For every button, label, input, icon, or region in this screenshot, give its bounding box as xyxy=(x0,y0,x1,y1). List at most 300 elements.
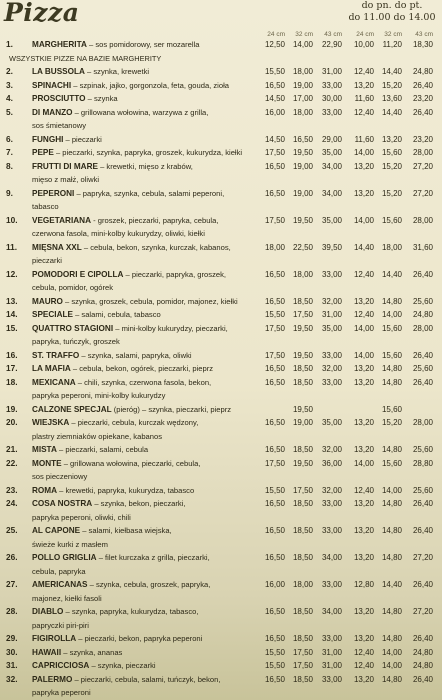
item-name: FRUTTI DI MARE xyxy=(32,161,98,171)
item-price: 23,20 xyxy=(412,94,433,103)
item-price: 16,50 xyxy=(264,161,285,171)
item-description xyxy=(32,416,260,430)
item-price: 33,00 xyxy=(321,107,342,117)
menu-item-row xyxy=(0,322,442,336)
item-ingredients: – cebula, bekon, szynka, kurczak, kabanos, xyxy=(81,242,231,252)
menu-item-row xyxy=(0,133,442,147)
menu-item-row xyxy=(0,38,442,52)
item-description xyxy=(32,551,260,565)
item-price: 12,40 xyxy=(353,661,374,670)
item-price: 26,40 xyxy=(412,269,433,279)
size-label: 24 cm xyxy=(356,31,374,38)
item-price: 15,20 xyxy=(381,80,402,90)
section-heading-row xyxy=(0,52,442,66)
item-price: 13,20 xyxy=(353,80,374,90)
item-description xyxy=(32,349,260,363)
item-price: 15,50 xyxy=(264,310,285,319)
item-price: 19,00 xyxy=(292,80,313,90)
item-price: 14,00 xyxy=(353,458,374,468)
item-price: 35,00 xyxy=(321,418,342,427)
item-price: 13,20 xyxy=(353,418,374,427)
menu-item-row xyxy=(0,92,442,106)
item-price: 28,00 xyxy=(412,418,433,427)
item-price: 11,20 xyxy=(382,40,402,49)
item-price: 14,00 xyxy=(353,148,374,157)
item-price: 25,60 xyxy=(412,485,433,495)
item-price: 19,50 xyxy=(292,215,313,225)
item-number: 7. xyxy=(6,147,13,157)
item-price: 14,80 xyxy=(381,364,402,373)
size-label: 43 cm xyxy=(415,31,433,38)
item-price: 17,50 xyxy=(292,647,313,657)
menu-item-continuation xyxy=(0,335,442,349)
item-ingredients: – grillowana wołowina, warzywa z grilla, xyxy=(72,107,209,117)
item-price: 26,40 xyxy=(412,634,433,643)
item-name: FIGIROLLA xyxy=(32,634,77,643)
item-price: 27,20 xyxy=(412,607,433,616)
item-price: 14,40 xyxy=(353,242,374,252)
menu-item-continuation xyxy=(0,592,442,606)
item-description xyxy=(32,160,260,174)
item-ingredients: – chili, szynka, czerwona fasola, bekon, xyxy=(75,377,212,387)
item-name: SPECIALE xyxy=(32,310,73,319)
item-ingredients: – szynka, cebula, groszek, papryka, xyxy=(87,580,211,589)
item-price: 14,00 xyxy=(381,310,402,319)
item-price: 19,50 xyxy=(292,404,313,414)
item-price: 13,20 xyxy=(353,526,374,535)
item-name: QUATTRO STAGIONI xyxy=(32,323,114,333)
item-price: 13,20 xyxy=(353,499,374,508)
item-price: 14,80 xyxy=(381,377,402,387)
item-name: POMODORI E CIPOLLA xyxy=(32,269,124,279)
item-price: 24,80 xyxy=(412,661,433,670)
item-price: 28,00 xyxy=(412,323,433,333)
item-price: 16,50 xyxy=(264,296,285,306)
item-name: LA BUSSOLA xyxy=(32,67,85,76)
item-price: 12,80 xyxy=(353,580,374,589)
item-ingredients-cont: świeże kurki z masłem xyxy=(32,539,108,549)
item-price: 18,00 xyxy=(264,242,285,252)
item-number: 23. xyxy=(6,484,18,495)
item-ingredients: – pieczarki, papryka, groszek, xyxy=(123,269,226,279)
item-price: 19,50 xyxy=(292,458,313,468)
item-price: 18,50 xyxy=(292,674,313,684)
item-name: DIABLO xyxy=(32,607,64,616)
item-price: 14,50 xyxy=(264,94,285,103)
item-price: 15,20 xyxy=(381,188,402,198)
item-price: 16,50 xyxy=(264,188,285,198)
item-price: 16,50 xyxy=(264,607,285,616)
item-price: 34,00 xyxy=(321,161,342,171)
item-price: 14,80 xyxy=(381,607,402,616)
item-description xyxy=(32,605,260,619)
item-number: 11. xyxy=(6,241,18,252)
item-price: 14,80 xyxy=(381,634,402,643)
item-price: 14,40 xyxy=(381,580,402,589)
item-description xyxy=(32,295,260,309)
item-price: 16,50 xyxy=(264,418,285,427)
menu-item-row xyxy=(0,484,442,498)
menu-item-row xyxy=(0,632,442,646)
item-price: 26,40 xyxy=(412,499,433,508)
item-price: 24,80 xyxy=(412,647,433,657)
item-price: 14,00 xyxy=(353,215,374,225)
item-ingredients: – mini-kolby kukurydzy, pieczarki, xyxy=(113,323,228,333)
menu-item-row xyxy=(0,403,442,417)
menu-item-row xyxy=(0,376,442,390)
item-name: MISTA xyxy=(32,445,57,454)
item-number: 20. xyxy=(6,417,18,427)
item-name: ST. TRAFFO xyxy=(32,350,80,360)
item-price: 14,50 xyxy=(264,134,285,144)
item-price: 11,60 xyxy=(354,94,374,103)
item-ingredients: – szynka, pieczarki xyxy=(89,661,156,670)
item-price: 18,00 xyxy=(292,269,313,279)
item-price: 17,50 xyxy=(292,485,313,495)
item-description xyxy=(32,38,260,52)
item-price: 32,00 xyxy=(321,485,342,495)
item-name: PEPERONI xyxy=(32,188,75,198)
menu-item-row xyxy=(0,362,442,376)
menu-item-row xyxy=(0,214,442,228)
item-price: 16,50 xyxy=(264,377,285,387)
menu-item-continuation xyxy=(0,200,442,214)
item-price: 11,60 xyxy=(354,134,374,144)
item-number: 27. xyxy=(6,579,18,589)
item-price: 13,20 xyxy=(381,134,402,144)
item-price: 15,60 xyxy=(381,323,402,333)
item-number: 29. xyxy=(6,633,18,643)
item-price: 12,40 xyxy=(353,107,374,117)
menu-title: Pizza xyxy=(4,0,80,27)
item-price: 31,00 xyxy=(321,661,342,670)
item-description xyxy=(32,241,260,255)
item-price: 31,00 xyxy=(321,67,342,76)
item-ingredients-cont: papryka peperoni xyxy=(32,688,91,697)
item-description xyxy=(32,659,260,673)
item-price: 24,80 xyxy=(412,67,433,76)
item-number: 19. xyxy=(6,403,18,414)
item-name: COSA NOSTRA xyxy=(32,499,93,508)
item-price: 25,60 xyxy=(412,364,433,373)
item-price: 12,40 xyxy=(353,485,374,495)
item-price: 15,50 xyxy=(264,485,285,495)
item-description xyxy=(32,497,260,511)
item-price: 17,50 xyxy=(292,661,313,670)
item-price: 18,50 xyxy=(292,499,313,508)
item-ingredients: (pieróg) – szynka, pieczarki, pieprz xyxy=(111,404,232,414)
item-price: 17,50 xyxy=(264,350,285,360)
item-price: 14,80 xyxy=(381,445,402,454)
item-number: 28. xyxy=(6,606,18,616)
item-price: 14,80 xyxy=(381,674,402,684)
item-number: 3. xyxy=(6,79,13,90)
item-number: 25. xyxy=(6,525,18,535)
item-description xyxy=(32,146,260,160)
menu-header xyxy=(0,0,442,40)
item-price: 16,00 xyxy=(264,107,285,117)
item-number: 6. xyxy=(6,133,13,144)
item-price: 25,60 xyxy=(412,445,433,454)
item-ingredients: – sos pomidorowy, ser mozarella xyxy=(86,40,200,49)
item-price: 19,00 xyxy=(292,161,313,171)
item-price: 22,50 xyxy=(292,242,313,252)
item-price: 24,80 xyxy=(412,310,433,319)
item-description xyxy=(32,632,260,646)
menu-item-continuation xyxy=(0,173,442,187)
item-price: 14,00 xyxy=(353,323,374,333)
item-price: 17,50 xyxy=(264,215,285,225)
item-price: 14,80 xyxy=(381,526,402,535)
item-ingredients: – pieczarki, szynka, papryka, groszek, kukurydza, kiełki xyxy=(53,148,243,157)
item-ingredients-cont: sos śmietanowy xyxy=(32,121,87,130)
item-price: 33,00 xyxy=(321,499,342,508)
item-description xyxy=(32,457,260,471)
item-description xyxy=(32,362,260,376)
item-price: 16,50 xyxy=(264,634,285,643)
menu-item-row xyxy=(0,578,442,592)
item-price: 16,50 xyxy=(264,499,285,508)
menu-item-row xyxy=(0,295,442,309)
item-description xyxy=(32,268,260,282)
item-price: 33,00 xyxy=(321,269,342,279)
item-price: 19,00 xyxy=(292,418,313,427)
item-ingredients-cont: papryczki piri-piri xyxy=(32,620,89,630)
item-price: 34,00 xyxy=(321,553,342,562)
item-price: 14,80 xyxy=(381,553,402,562)
item-price: 35,00 xyxy=(321,215,342,225)
item-price: 16,50 xyxy=(264,80,285,90)
item-name: CALZONE SPECJAL xyxy=(32,404,112,414)
item-number: 14. xyxy=(6,309,18,319)
menu-item-continuation xyxy=(0,538,442,552)
item-price: 17,50 xyxy=(292,310,313,319)
item-ingredients: – pieczarki xyxy=(63,134,102,144)
item-number: 5. xyxy=(6,106,13,117)
item-price: 13,20 xyxy=(353,607,374,616)
item-price: 33,00 xyxy=(321,580,342,589)
menu-item-continuation xyxy=(0,686,442,700)
size-label: 43 cm xyxy=(324,31,342,38)
item-ingredients-cont: cebula, pomidor, ogórek xyxy=(32,283,114,292)
item-price: 39,50 xyxy=(321,242,342,252)
item-number: 32. xyxy=(6,673,18,684)
item-ingredients-cont: czerwona fasola, mini-kolby kukurydzy, oliwki, kiełki xyxy=(32,229,205,238)
item-name: WIEJSKA xyxy=(32,418,70,427)
menu-item-row xyxy=(0,187,442,201)
menu-item-continuation xyxy=(0,281,442,295)
menu-item-row xyxy=(0,605,442,619)
menu-item-row xyxy=(0,349,442,363)
item-description xyxy=(32,403,260,417)
menu-item-continuation xyxy=(0,565,442,579)
size-label: 24 cm xyxy=(267,31,285,38)
item-number: 24. xyxy=(6,498,18,508)
menu-item-row xyxy=(0,79,442,93)
item-price: 32,00 xyxy=(321,364,342,373)
item-name: LA MAFIA xyxy=(32,364,71,373)
item-price: 17,50 xyxy=(264,323,285,333)
promo-days: do pn. do pt. xyxy=(361,0,423,11)
item-description xyxy=(32,79,260,93)
item-price: 18,50 xyxy=(292,607,313,616)
item-price: 26,40 xyxy=(412,674,433,684)
item-ingredients: – pieczarki, salami, cebula xyxy=(56,445,149,454)
item-price: 15,20 xyxy=(381,418,402,427)
menu-item-row xyxy=(0,106,442,120)
item-price: 16,50 xyxy=(264,526,285,535)
item-name: MONTE xyxy=(32,458,62,468)
item-ingredients: – pieczarki, bekon, papryka peperoni xyxy=(76,634,203,643)
item-price: 33,00 xyxy=(321,350,342,360)
item-price: 33,00 xyxy=(321,674,342,684)
item-price: 14,00 xyxy=(353,350,374,360)
item-name: AMERICANAS xyxy=(32,580,88,589)
item-name: HAWAII xyxy=(32,647,62,657)
item-price: 14,00 xyxy=(381,661,402,670)
item-number: 30. xyxy=(6,646,18,657)
item-price: 14,40 xyxy=(381,269,402,279)
item-price: 15,60 xyxy=(381,458,402,468)
item-price: 15,60 xyxy=(381,215,402,225)
menu-item-row xyxy=(0,646,442,660)
item-price: 19,50 xyxy=(292,350,313,360)
item-price: 15,60 xyxy=(381,404,402,414)
item-price: 34,00 xyxy=(321,607,342,616)
menu-item-continuation xyxy=(0,119,442,133)
item-number: 2. xyxy=(6,66,13,76)
menu-item-row xyxy=(0,146,442,160)
item-ingredients: – salami, cebula, tabasco xyxy=(72,310,161,319)
item-price: 28,00 xyxy=(412,215,433,225)
item-ingredients: – filet kurczaka z grilla, pieczarki, xyxy=(96,553,210,562)
item-price: 28,00 xyxy=(412,148,433,157)
item-name: PROSCIUTTO xyxy=(32,94,86,103)
item-price: 14,00 xyxy=(381,647,402,657)
item-name: PALERMO xyxy=(32,674,73,684)
item-price: 33,00 xyxy=(321,634,342,643)
item-price: 18,50 xyxy=(292,377,313,387)
item-name: MAURO xyxy=(32,296,63,306)
item-price: 18,30 xyxy=(412,40,433,49)
item-name: SPINACHI xyxy=(32,80,72,90)
menu-item-continuation xyxy=(0,511,442,525)
item-price: 30,00 xyxy=(321,94,342,103)
item-number: 22. xyxy=(6,457,18,468)
item-price: 14,40 xyxy=(381,67,402,76)
item-price: 18,50 xyxy=(292,634,313,643)
item-description xyxy=(32,133,260,147)
item-description xyxy=(32,65,260,79)
item-ingredients-cont: papryka, tuńczyk, groszek xyxy=(32,337,120,346)
item-price: 12,50 xyxy=(264,40,285,49)
item-description xyxy=(32,214,260,228)
item-price: 16,00 xyxy=(264,580,285,589)
item-price: 26,40 xyxy=(412,377,433,387)
item-price: 19,50 xyxy=(292,148,313,157)
item-price: 18,00 xyxy=(292,107,313,117)
item-price: 34,00 xyxy=(321,188,342,198)
item-price: 18,00 xyxy=(292,580,313,589)
item-ingredients: – pieczarki, cebula, kurczak wędzony, xyxy=(69,418,199,427)
item-price: 13,20 xyxy=(353,188,374,198)
item-number: 18. xyxy=(6,376,18,387)
item-description xyxy=(32,578,260,592)
item-price: 18,50 xyxy=(292,553,313,562)
item-price: 19,50 xyxy=(292,323,313,333)
item-price: 18,50 xyxy=(292,296,313,306)
item-price: 26,40 xyxy=(412,580,433,589)
item-price: 18,50 xyxy=(292,445,313,454)
item-price: 18,50 xyxy=(292,526,313,535)
item-price: 25,60 xyxy=(412,296,433,306)
item-name: PEPE xyxy=(32,148,54,157)
item-name: FUNGHI xyxy=(32,134,64,144)
item-ingredients-cont: mięso z małż, oliwki xyxy=(32,175,100,184)
item-price: 31,60 xyxy=(412,242,433,252)
item-price: 13,20 xyxy=(353,161,374,171)
menu-item-row xyxy=(0,497,442,511)
item-ingredients: – papryka, szynka, cebula, salami peperoni, xyxy=(74,188,225,198)
item-price: 13,20 xyxy=(353,377,374,387)
item-number: 16. xyxy=(6,349,18,360)
item-name: ROMA xyxy=(32,485,58,495)
item-price: 14,40 xyxy=(381,107,402,117)
item-price: 12,40 xyxy=(353,310,374,319)
item-price: 17,00 xyxy=(292,94,313,103)
item-description xyxy=(32,308,260,322)
size-label: 32 cm xyxy=(384,31,402,38)
menu-item-row xyxy=(0,673,442,687)
item-number: 31. xyxy=(6,660,18,670)
item-ingredients-cont: papryka peperoni, oliwki, chili xyxy=(32,512,131,522)
item-name: CAPRICCIOSA xyxy=(32,661,90,670)
item-ingredients: – szynka, bekon, pieczarki, xyxy=(92,499,186,508)
item-price: 12,40 xyxy=(353,647,374,657)
item-price: 26,40 xyxy=(412,526,433,535)
item-ingredients-cont: papryka peperoni, mini-kolby kukurydzy xyxy=(32,391,166,400)
item-price: 13,20 xyxy=(353,634,374,643)
menu-item-row xyxy=(0,443,442,457)
item-description xyxy=(32,524,260,538)
item-price: 17,50 xyxy=(264,458,285,468)
item-price: 31,00 xyxy=(321,310,342,319)
item-name: POLLO GRIGLIA xyxy=(32,553,97,562)
item-price: 13,20 xyxy=(353,364,374,373)
item-name: VEGETARIANA xyxy=(32,215,91,225)
item-price: 18,00 xyxy=(381,242,402,252)
item-price: 15,60 xyxy=(381,148,402,157)
item-ingredients-cont: pieczarki xyxy=(32,256,62,265)
item-description xyxy=(32,322,260,336)
item-number: 10. xyxy=(6,214,18,225)
item-number: 15. xyxy=(6,322,18,333)
item-price: 17,50 xyxy=(264,148,285,157)
item-price: 16,50 xyxy=(264,364,285,373)
item-price: 13,20 xyxy=(353,445,374,454)
item-price: 14,80 xyxy=(381,499,402,508)
item-ingredients: – cebula, bekon, ogórek, pieczarki, pieprz xyxy=(70,364,214,373)
item-ingredients: – pieczarki, cebula, salami, tuńczyk, bekon, xyxy=(72,674,221,684)
menu-item-continuation xyxy=(0,619,442,633)
item-price: 33,00 xyxy=(321,526,342,535)
menu-item-row xyxy=(0,457,442,471)
item-number: 8. xyxy=(6,160,13,171)
menu-item-row xyxy=(0,268,442,282)
item-price: 16,50 xyxy=(264,445,285,454)
item-price: 15,20 xyxy=(381,161,402,171)
item-name: MARGHERITA xyxy=(32,40,87,49)
